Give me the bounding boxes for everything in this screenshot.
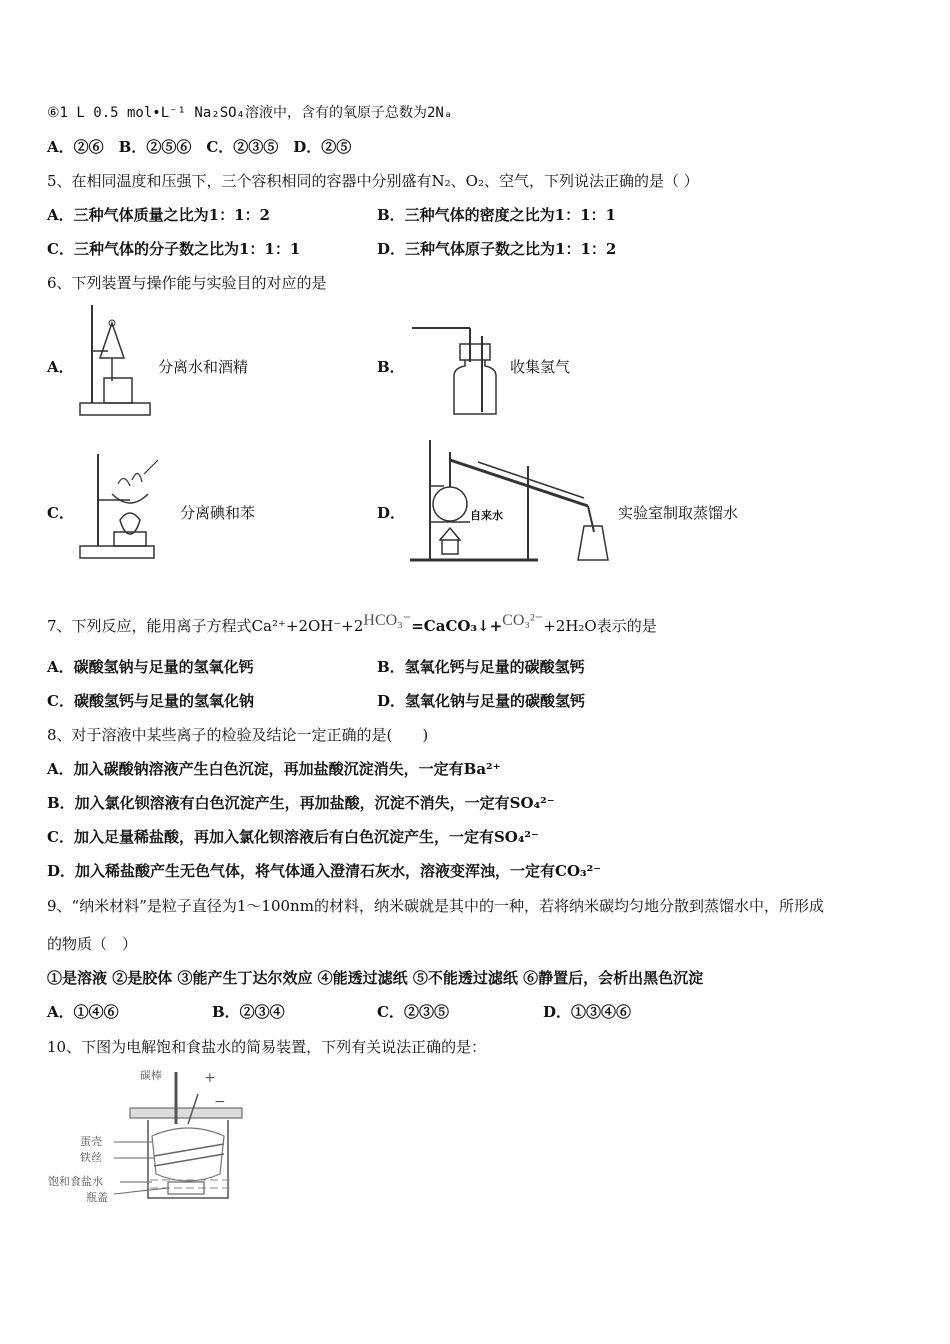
evaporation-figure	[78, 450, 163, 562]
q9-option-b: B．②③④	[212, 1003, 285, 1021]
electrolysis-minus-label: −	[214, 1094, 226, 1110]
q7-hco3: HCO₃⁻	[363, 612, 412, 629]
electrolysis-cap-label: 瓶盖	[86, 1191, 108, 1204]
q4-options: A．②⑥ B．②⑤⑥ C．②③⑤ D．②⑤	[47, 138, 352, 156]
q6-label-b: B．	[377, 358, 405, 376]
q9-items: ①是溶液 ②是胶体 ③能产生丁达尔效应 ④能透过滤纸 ⑤不能透过滤纸 ⑥静置后，会析出黑色沉淀	[47, 969, 704, 987]
q6-label-a: A．	[47, 358, 74, 376]
gas-bottle-figure	[410, 322, 500, 418]
q9-stem-line1: 9、“纳米材料”是粒子直径为1～100nm的材料，纳米碳就是其中的一种，若将纳米碳均匀地分散到蒸馏水中，所形成	[47, 897, 824, 915]
q5-option-d: D．三种气体原子数之比为1：1：2	[377, 240, 617, 258]
q6-caption-b: 收集氢气	[510, 358, 571, 376]
q5-option-b: B．三种气体的密度之比为1：1：1	[377, 206, 616, 224]
q4-item6: ⑥1 L 0.5 mol•L⁻¹ Na₂SO₄溶液中，含有的氧原子总数为2Nₐ	[47, 105, 453, 121]
q10-stem: 10、下图为电解饱和食盐水的简易装置，下列有关说法正确的是：	[47, 1038, 487, 1056]
distillation-figure	[408, 436, 610, 564]
q7-option-d: D．氢氧化钠与足量的碳酸氢钙	[377, 692, 586, 710]
q6-caption-c: 分离碘和苯	[180, 504, 256, 522]
q7-option-b: B．氢氧化钙与足量的碳酸氢钙	[377, 658, 585, 676]
electrolysis-iron-wire-label: 铁丝	[80, 1151, 102, 1164]
q5-option-a: A．三种气体质量之比为1：1：2	[47, 206, 270, 224]
electrolysis-brine-label: 饱和食盐水	[48, 1175, 103, 1188]
q7-option-c: C．碳酸氢钙与足量的氢氧化钠	[47, 692, 254, 710]
q7-stem	[47, 611, 657, 636]
q7-option-a: A．碳酸氢钠与足量的氢氧化钙	[47, 658, 254, 676]
q7-stem-mid: =CaCO₃↓+	[411, 617, 503, 635]
q6-caption-a: 分离水和酒精	[158, 358, 249, 376]
electrolysis-eggshell-label: 蛋壳	[80, 1135, 102, 1148]
q9-option-c: C．②③⑤	[377, 1003, 449, 1021]
q7-co3: CO₃²⁻	[502, 612, 544, 629]
electrolysis-plus-label: +	[204, 1070, 216, 1086]
electrolysis-carbon-rod-label: 碳棒	[140, 1069, 162, 1082]
q7-stem-pre: 7、下列反应，能用离子方程式Ca²⁺+2OH⁻+2	[47, 617, 364, 635]
q5-stem: 5、在相同温度和压强下，三个容积相同的容器中分别盛有N₂、O₂、空气，下列说法正确的是（ ）	[47, 172, 699, 190]
q8-option-b: B．加入氯化钡溶液有白色沉淀产生，再加盐酸，沉淀不消失，一定有SO₄²⁻	[47, 794, 555, 812]
q8-option-d: D．加入稀盐酸产生无色气体，将气体通入澄清石灰水，溶液变浑浊，一定有CO₃²⁻	[47, 862, 602, 880]
q8-stem: 8、对于溶液中某些离子的检验及结论一定正确的是( )	[47, 726, 429, 744]
q6-label-c: C．	[47, 504, 74, 522]
q6-caption-d: 实验室制取蒸馏水	[618, 504, 739, 522]
q9-option-a: A．①④⑥	[47, 1003, 119, 1021]
q5-option-c: C．三种气体的分子数之比为1：1：1	[47, 240, 301, 258]
distillation-tap-water-label: 自来水	[470, 509, 503, 522]
q8-option-c: C．加入足量稀盐酸，再加入氯化钡溶液后有白色沉淀产生，一定有SO₄²⁻	[47, 828, 539, 846]
q6-stem: 6、下列装置与操作能与实验目的对应的是	[47, 274, 327, 292]
q7-stem-post: +2H₂O表示的是	[543, 617, 657, 635]
q6-label-d: D．	[377, 504, 406, 522]
q9-option-d: D．①③④⑥	[543, 1003, 632, 1021]
q8-option-a: A．加入碳酸钠溶液产生白色沉淀，再加盐酸沉淀消失，一定有Ba²⁺	[47, 760, 501, 778]
q9-stem-line2: 的物质（ ）	[47, 935, 138, 953]
separatory-funnel-figure	[78, 303, 153, 418]
